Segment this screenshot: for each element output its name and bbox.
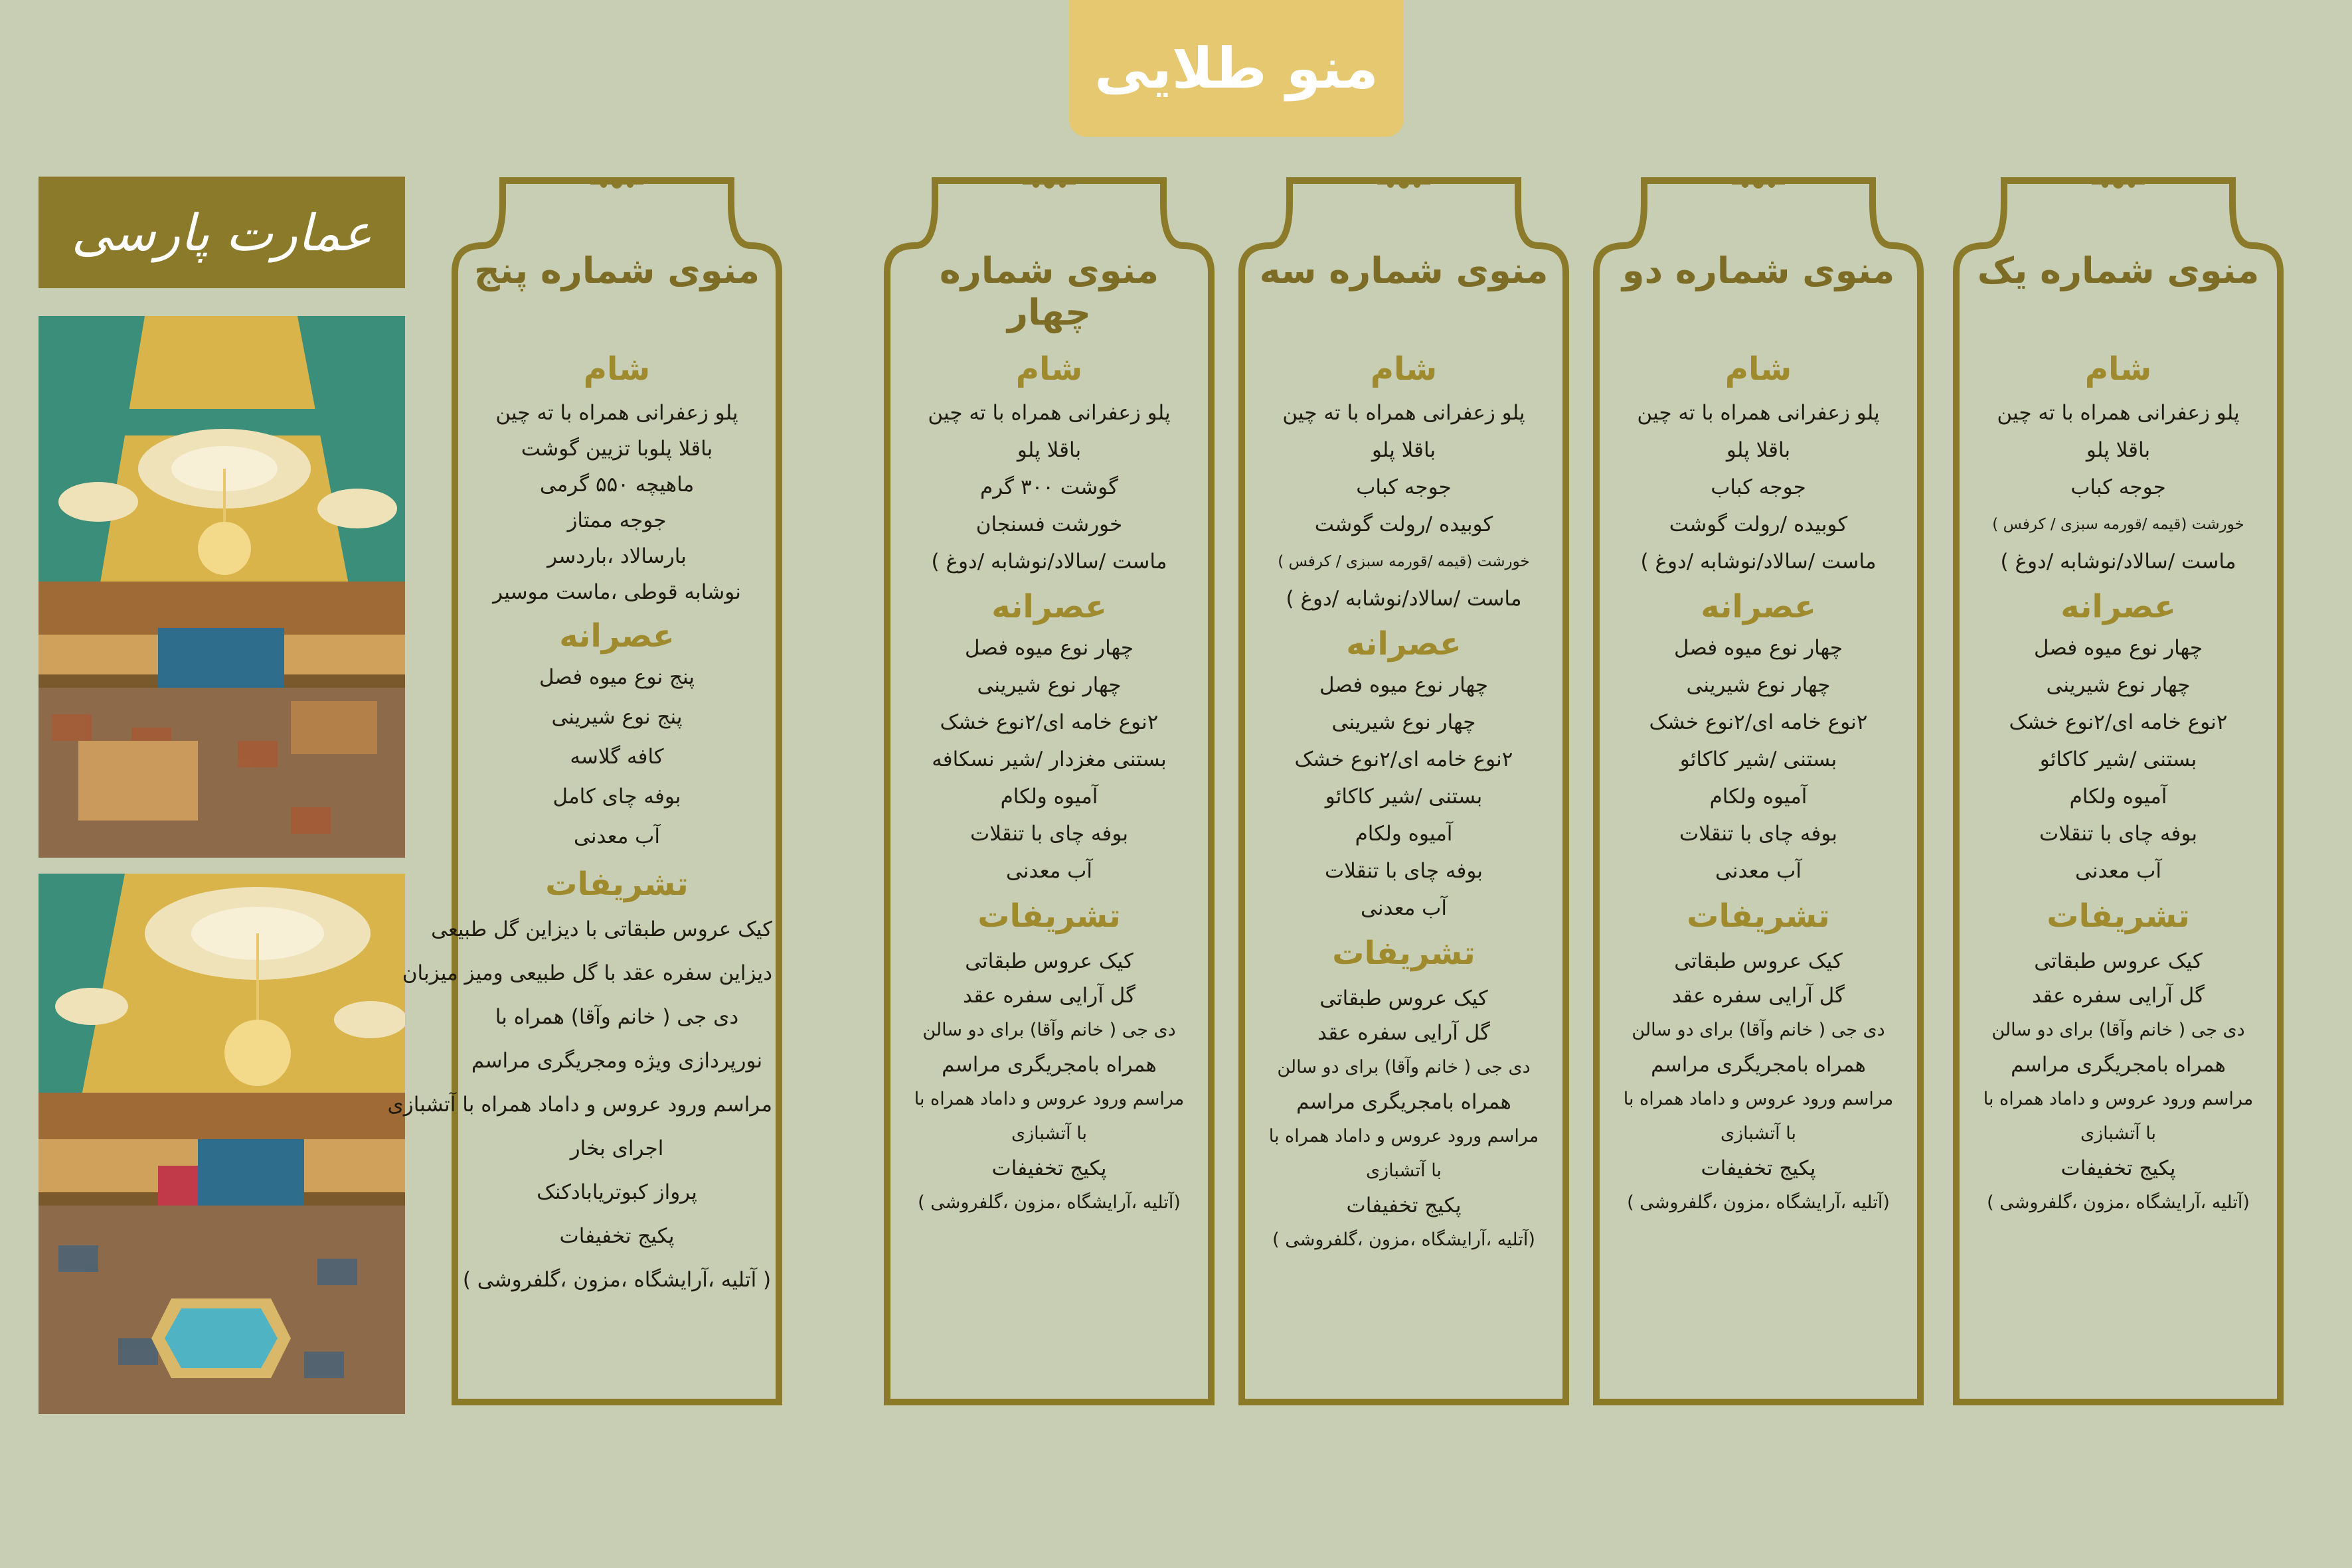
afternoon-item: بستنی مغزدار /شیر نسکافه <box>932 747 1167 771</box>
extras-item: پکیج تخفیفات <box>1346 1194 1462 1217</box>
afternoon-item: چهار نوع میوه فصل <box>1319 673 1488 697</box>
afternoon-item: ۲نوع خامه ای/۲نوع خشک <box>940 710 1159 734</box>
menu-title: منوی شماره پنج <box>473 250 760 291</box>
extras-item: کیک عروس طبقاتی <box>2034 949 2203 973</box>
afternoon-item: بوفه چای با تنقلات <box>1679 822 1837 846</box>
extras-item: پکیج تخفیفات <box>559 1224 675 1248</box>
dinner-item: ماهیچه ۵۵۰ گرمی <box>539 473 695 497</box>
extras-item: مراسم ورود عروس و داماد همراه با آتشبازی <box>387 1093 772 1117</box>
afternoon-item: آب معدنی <box>1361 896 1447 920</box>
afternoon-item: آب معدنی <box>574 824 660 848</box>
extras-item: دیزاین سفره عقد با گل طبیعی ومیز میزبان <box>402 961 772 985</box>
menu-title: منوی شماره دو <box>1622 250 1895 291</box>
dinner-heading: شام <box>2084 351 2152 388</box>
afternoon-item: آمیوه ولکام <box>1355 822 1453 846</box>
dinner-item: جوجه ممتاز <box>567 509 667 532</box>
afternoon-item: چهار نوع شیرینی <box>2046 673 2191 697</box>
extras-item: همراه بامجریگری مراسم <box>2011 1053 2226 1077</box>
menu-panel-1 <box>1947 177 2290 1411</box>
extras-item: (آتلیه ،آرایشگاه ،مزون ،گلفروشی ) <box>918 1192 1181 1213</box>
dinner-item: باقلا پلوبا تزیین گوشت <box>521 437 713 461</box>
afternoon-item: بستنی /شیر کاکائو <box>1679 747 1837 771</box>
dinner-item: خورشت (قیمه /قورمه سبزی / کرفس ) <box>1278 553 1530 570</box>
afternoon-item: چهار نوع میوه فصل <box>1674 636 1843 660</box>
afternoon-heading: عصرانه <box>991 588 1107 625</box>
extras-item: با آتشبازی <box>1366 1160 1442 1181</box>
panel-content <box>1603 177 1914 1411</box>
afternoon-item: پنج نوع شیرینی <box>551 705 683 729</box>
extras-item: دی جی ( خانم وآقا) برای دو سالن <box>1991 1020 2245 1040</box>
afternoon-item: بوفه چای با تنقلات <box>970 822 1128 846</box>
afternoon-item: چهار نوع میوه فصل <box>2034 636 2203 660</box>
dinner-item: کوبیده /رولت گوشت <box>1669 512 1848 536</box>
extras-item: (آتلیه ،آرایشگاه ،مزون ،گلفروشی ) <box>1272 1229 1535 1250</box>
menu-title: منوی شماره چهار <box>939 250 1159 333</box>
afternoon-item: آمیوه ولکام <box>1000 785 1098 809</box>
dinner-item: بارسالاد ،باردسر <box>547 544 687 568</box>
extras-item: دی جی ( خانم وآقا) برای دو سالن <box>1277 1057 1531 1077</box>
afternoon-item: آب معدنی <box>1006 859 1092 883</box>
afternoon-heading: عصرانه <box>1346 625 1462 663</box>
dinner-heading: شام <box>583 351 651 388</box>
dinner-item: ماست /سالاد/نوشابه /دوغ ) <box>1286 587 1522 611</box>
extras-item: پکیج تخفیفات <box>991 1156 1107 1180</box>
dinner-item: باقلا پلو <box>1726 438 1791 462</box>
brand-name: عمارت پارسی <box>71 202 373 262</box>
menu-panel-2 <box>1587 177 1930 1411</box>
afternoon-item: آب معدنی <box>2075 859 2161 883</box>
brand-box <box>39 177 405 288</box>
menu-title: منوی شماره سه <box>1259 250 1549 291</box>
extras-item: همراه بامجریگری مراسم <box>1651 1053 1866 1077</box>
extras-item: اجرای بخار <box>570 1137 664 1160</box>
extras-item: مراسم ورود عروس و داماد همراه با <box>1983 1089 2254 1109</box>
dinner-item: نوشابه قوطی ،ماست موسیر <box>493 580 741 604</box>
afternoon-item: آمیوه ولکام <box>2069 785 2167 809</box>
hall-photo-bottom <box>39 874 405 1414</box>
panel-content <box>894 177 1205 1411</box>
extras-item: کیک عروس طبقاتی با دیزاین گل طبیعی <box>431 917 772 941</box>
menu-title: منوی شماره یک <box>1977 250 2260 291</box>
dinner-item: کوبیده /رولت گوشت <box>1314 512 1493 536</box>
extras-item: گل آرایی سفره عقد <box>963 984 1135 1008</box>
extras-item: (آتلیه ،آرایشگاه ،مزون ،گلفروشی ) <box>1987 1192 2250 1213</box>
afternoon-item: بوفه چای با تنقلات <box>2039 822 2197 846</box>
extras-heading: تشریفات <box>1687 898 1830 935</box>
extras-item: با آتشبازی <box>2080 1123 2156 1144</box>
extras-item: با آتشبازی <box>1721 1123 1796 1144</box>
dinner-item: باقلا پلو <box>1371 438 1436 462</box>
dinner-item: جوجه کباب <box>1711 475 1806 499</box>
extras-item: کیک عروس طبقاتی <box>1674 949 1843 973</box>
dinner-item: ماست /سالاد/نوشابه /دوغ ) <box>931 550 1167 574</box>
extras-heading: تشریفات <box>545 866 689 903</box>
dinner-item: ماست /سالاد/نوشابه /دوغ ) <box>2000 550 2236 574</box>
afternoon-item: بستنی /شیر کاکائو <box>2039 747 2197 771</box>
dinner-heading: شام <box>1370 351 1438 388</box>
afternoon-item: آمیوه ولکام <box>1709 785 1807 809</box>
afternoon-item: بوفه چای کامل <box>552 785 681 809</box>
panel-content <box>1248 177 1559 1411</box>
extras-item: گل آرایی سفره عقد <box>1672 984 1845 1008</box>
extras-item: دی جی ( خانم وآقا) برای دو سالن <box>922 1020 1176 1040</box>
banner-tab <box>1069 0 1404 137</box>
dinner-item: باقلا پلو <box>2086 438 2151 462</box>
dinner-heading: شام <box>1015 351 1083 388</box>
extras-item: با آتشبازی <box>1011 1123 1087 1144</box>
menu-panel-3 <box>1232 177 1575 1411</box>
dinner-item: خورشت فسنجان <box>975 512 1123 536</box>
dinner-item: جوجه کباب <box>2070 475 2166 499</box>
menu-panel-5 <box>387 177 788 1411</box>
dinner-item: خورشت (قیمه /قورمه سبزی / کرفس ) <box>1992 516 2244 533</box>
dinner-item: پلو زعفرانی همراه با ته چین <box>1282 401 1525 425</box>
extras-item: مراسم ورود عروس و داماد همراه با <box>914 1089 1185 1109</box>
extras-item: کیک عروس طبقاتی <box>965 949 1134 973</box>
afternoon-item: پنج نوع میوه فصل <box>539 665 695 689</box>
extras-item: کیک عروس طبقاتی <box>1319 986 1488 1010</box>
extras-item: (آتلیه ،آرایشگاه ،مزون ،گلفروشی ) <box>1627 1192 1890 1213</box>
afternoon-heading: عصرانه <box>2060 588 2176 625</box>
extras-item: دی جی ( خانم وآقا) برای دو سالن <box>1632 1020 1885 1040</box>
extras-item: پکیج تخفیفات <box>2060 1156 2176 1180</box>
afternoon-item: چهار نوع شیرینی <box>1686 673 1831 697</box>
afternoon-item: ۲نوع خامه ای/۲نوع خشک <box>2009 710 2228 734</box>
afternoon-item: چهار نوع شیرینی <box>1331 710 1476 734</box>
dinner-item: باقلا پلو <box>1017 438 1082 462</box>
dinner-item: پلو زعفرانی همراه با ته چین <box>1637 401 1880 425</box>
extras-item: نورپردازی ویژه ومجریگری مراسم <box>471 1049 763 1073</box>
dinner-item: پلو زعفرانی همراه با ته چین <box>495 401 738 425</box>
extras-item: دی جی ( خانم وآقا) همراه با <box>495 1005 739 1029</box>
banner-title: منو طلایی <box>1094 36 1379 101</box>
afternoon-item: بوفه چای با تنقلات <box>1325 859 1483 883</box>
dinner-item: پلو زعفرانی همراه با ته چین <box>1997 401 2240 425</box>
panel-content <box>1963 177 2274 1411</box>
panel-content <box>387 177 772 1411</box>
dinner-heading: شام <box>1724 351 1792 388</box>
dinner-item: جوجه کباب <box>1356 475 1452 499</box>
afternoon-item: ۲نوع خامه ای/۲نوع خشک <box>1649 710 1868 734</box>
extras-heading: تشریفات <box>2047 898 2190 935</box>
afternoon-item: ۲نوع خامه ای/۲نوع خشک <box>1294 747 1513 771</box>
hall-photo-top <box>39 316 405 858</box>
extras-item: همراه بامجریگری مراسم <box>942 1053 1157 1077</box>
afternoon-item: آب معدنی <box>1715 859 1802 883</box>
menu-panel-4 <box>878 177 1220 1411</box>
extras-item: پکیج تخفیفات <box>1701 1156 1816 1180</box>
extras-item: پرواز کبوتریابادکنک <box>537 1180 697 1204</box>
dinner-item: پلو زعفرانی همراه با ته چین <box>928 401 1171 425</box>
afternoon-item: چهار نوع شیرینی <box>977 673 1122 697</box>
afternoon-item: بستنی /شیر کاکائو <box>1325 785 1483 809</box>
afternoon-item: کافه گلاسه <box>570 745 664 769</box>
extras-item: ( آتلیه ،آرایشگاه ،مزون ،گلفروشی ) <box>462 1268 772 1292</box>
afternoon-heading: عصرانه <box>559 617 675 655</box>
extras-item: مراسم ورود عروس و داماد همراه با <box>1623 1089 1894 1109</box>
dinner-item: ماست /سالاد/نوشابه /دوغ ) <box>1640 550 1877 574</box>
afternoon-item: چهار نوع میوه فصل <box>965 636 1134 660</box>
extras-item: همراه بامجریگری مراسم <box>1296 1090 1511 1114</box>
extras-heading: تشریفات <box>977 898 1121 935</box>
dinner-item: گوشت ۳۰۰ گرم <box>980 475 1118 499</box>
extras-heading: تشریفات <box>1332 935 1475 972</box>
extras-item: گل آرایی سفره عقد <box>2032 984 2205 1008</box>
afternoon-heading: عصرانه <box>1701 588 1816 625</box>
extras-item: گل آرایی سفره عقد <box>1317 1021 1490 1045</box>
extras-item: مراسم ورود عروس و داماد همراه با <box>1268 1126 1539 1146</box>
